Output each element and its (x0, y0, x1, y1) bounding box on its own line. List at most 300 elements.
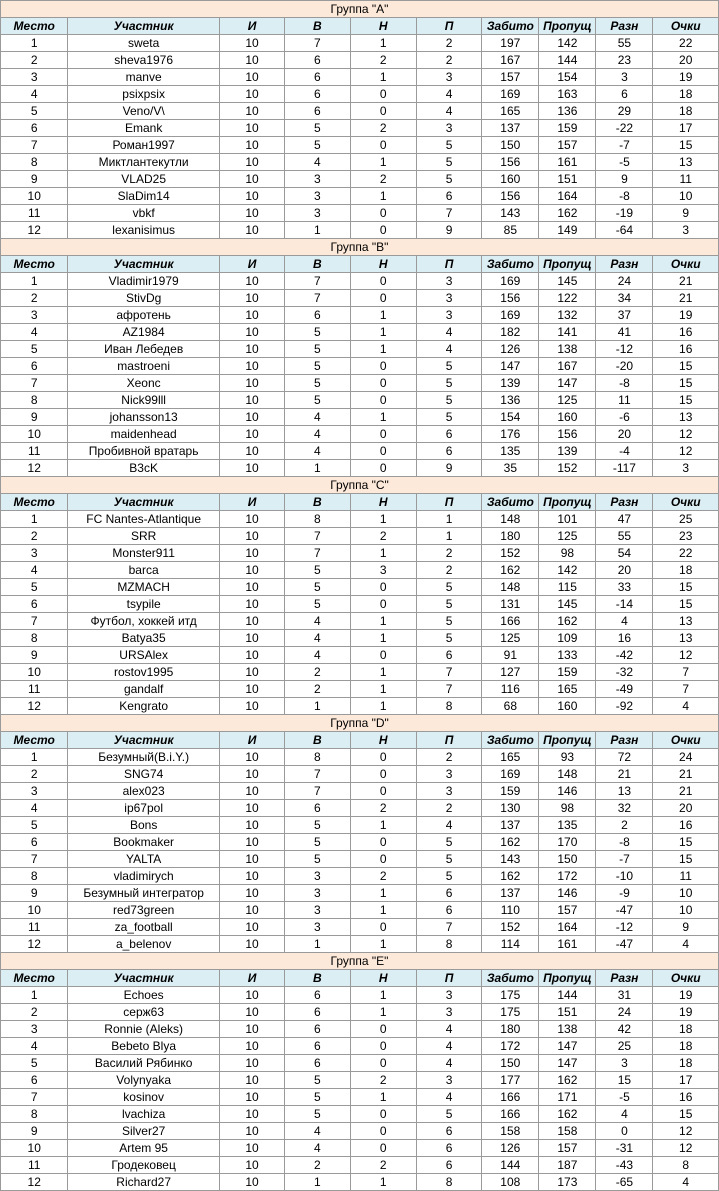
table-row (1, 1038, 719, 1055)
cell-scored: 108 (482, 1174, 539, 1191)
cell-games: 10 (219, 817, 284, 834)
cell-draws: 1 (350, 987, 416, 1004)
cell-wins: 2 (285, 681, 350, 698)
table-row (1, 698, 719, 715)
column-header-points: Очки (653, 256, 719, 273)
cell-participant: sweta (68, 35, 219, 52)
cell-diff: 4 (596, 1106, 653, 1123)
cell-points: 18 (653, 1038, 719, 1055)
cell-wins: 3 (285, 188, 350, 205)
column-header-draws: Н (350, 256, 416, 273)
cell-place: 11 (1, 1157, 68, 1174)
cell-losses: 5 (416, 868, 481, 885)
cell-diff: 55 (596, 35, 653, 52)
cell-games: 10 (219, 630, 284, 647)
cell-points: 25 (653, 511, 719, 528)
cell-conceded: 167 (539, 358, 596, 375)
cell-scored: 182 (482, 324, 539, 341)
cell-place: 3 (1, 1021, 68, 1038)
cell-points: 17 (653, 1072, 719, 1089)
column-header-draws: Н (350, 970, 416, 987)
cell-conceded: 132 (539, 307, 596, 324)
cell-participant: Vladimir1979 (68, 273, 219, 290)
cell-points: 22 (653, 35, 719, 52)
cell-diff: -5 (596, 154, 653, 171)
cell-diff: -49 (596, 681, 653, 698)
cell-draws: 0 (350, 596, 416, 613)
cell-participant: rostov1995 (68, 664, 219, 681)
cell-losses: 2 (416, 800, 481, 817)
cell-losses: 5 (416, 630, 481, 647)
cell-diff: 32 (596, 800, 653, 817)
header-row (1, 18, 719, 35)
cell-draws: 3 (350, 562, 416, 579)
cell-place: 4 (1, 86, 68, 103)
cell-draws: 2 (350, 52, 416, 69)
cell-wins: 2 (285, 1157, 350, 1174)
cell-scored: 116 (482, 681, 539, 698)
cell-place: 7 (1, 613, 68, 630)
cell-scored: 85 (482, 222, 539, 239)
cell-games: 10 (219, 1140, 284, 1157)
cell-participant: Ronnie (Aleks) (68, 1021, 219, 1038)
cell-losses: 7 (416, 681, 481, 698)
cell-losses: 6 (416, 188, 481, 205)
cell-participant: AZ1984 (68, 324, 219, 341)
cell-wins: 7 (285, 545, 350, 562)
cell-wins: 4 (285, 409, 350, 426)
cell-participant: Миктлантекутли (68, 154, 219, 171)
cell-losses: 6 (416, 443, 481, 460)
cell-draws: 2 (350, 120, 416, 137)
cell-games: 10 (219, 120, 284, 137)
cell-losses: 1 (416, 528, 481, 545)
cell-games: 10 (219, 154, 284, 171)
cell-conceded: 150 (539, 851, 596, 868)
cell-scored: 147 (482, 358, 539, 375)
cell-losses: 8 (416, 698, 481, 715)
table-row (1, 1004, 719, 1021)
cell-conceded: 109 (539, 630, 596, 647)
cell-points: 18 (653, 1055, 719, 1072)
cell-participant: Bons (68, 817, 219, 834)
cell-losses: 3 (416, 273, 481, 290)
cell-place: 5 (1, 103, 68, 120)
cell-wins: 6 (285, 1055, 350, 1072)
cell-place: 1 (1, 35, 68, 52)
column-header-losses: П (416, 970, 481, 987)
cell-draws: 0 (350, 426, 416, 443)
cell-conceded: 151 (539, 171, 596, 188)
cell-losses: 5 (416, 1106, 481, 1123)
cell-losses: 3 (416, 290, 481, 307)
cell-scored: 197 (482, 35, 539, 52)
table-row (1, 987, 719, 1004)
cell-games: 10 (219, 443, 284, 460)
cell-wins: 5 (285, 358, 350, 375)
cell-participant: Nick99lll (68, 392, 219, 409)
cell-points: 10 (653, 188, 719, 205)
table-row (1, 392, 719, 409)
cell-scored: 169 (482, 86, 539, 103)
cell-place: 11 (1, 443, 68, 460)
cell-diff: 15 (596, 1072, 653, 1089)
cell-participant: Silver27 (68, 1123, 219, 1140)
cell-wins: 1 (285, 1174, 350, 1191)
cell-games: 10 (219, 902, 284, 919)
cell-losses: 5 (416, 171, 481, 188)
cell-diff: -12 (596, 919, 653, 936)
cell-losses: 7 (416, 205, 481, 222)
table-row (1, 681, 719, 698)
cell-place: 8 (1, 630, 68, 647)
cell-points: 7 (653, 681, 719, 698)
cell-draws: 0 (350, 137, 416, 154)
column-header-wins: В (285, 18, 350, 35)
cell-conceded: 148 (539, 766, 596, 783)
cell-points: 12 (653, 443, 719, 460)
cell-draws: 0 (350, 1038, 416, 1055)
cell-scored: 156 (482, 290, 539, 307)
cell-wins: 5 (285, 1072, 350, 1089)
column-header-place: Место (1, 18, 68, 35)
table-row (1, 86, 719, 103)
cell-games: 10 (219, 307, 284, 324)
cell-conceded: 154 (539, 69, 596, 86)
cell-losses: 5 (416, 409, 481, 426)
table-row (1, 35, 719, 52)
cell-scored: 150 (482, 137, 539, 154)
table-row (1, 919, 719, 936)
cell-conceded: 141 (539, 324, 596, 341)
cell-draws: 0 (350, 647, 416, 664)
cell-place: 4 (1, 324, 68, 341)
cell-scored: 154 (482, 409, 539, 426)
cell-diff: 13 (596, 783, 653, 800)
cell-draws: 1 (350, 188, 416, 205)
table-row (1, 1055, 719, 1072)
cell-losses: 5 (416, 596, 481, 613)
column-header-points: Очки (653, 494, 719, 511)
cell-points: 4 (653, 936, 719, 953)
cell-wins: 6 (285, 86, 350, 103)
cell-scored: 157 (482, 69, 539, 86)
cell-scored: 169 (482, 273, 539, 290)
cell-games: 10 (219, 545, 284, 562)
cell-scored: 162 (482, 868, 539, 885)
cell-games: 10 (219, 579, 284, 596)
cell-games: 10 (219, 936, 284, 953)
cell-diff: -8 (596, 188, 653, 205)
cell-diff: -42 (596, 647, 653, 664)
cell-points: 15 (653, 375, 719, 392)
cell-diff: 54 (596, 545, 653, 562)
cell-wins: 1 (285, 222, 350, 239)
cell-conceded: 161 (539, 154, 596, 171)
cell-games: 10 (219, 749, 284, 766)
cell-participant: Футбол, хоккей итд (68, 613, 219, 630)
cell-scored: 126 (482, 341, 539, 358)
cell-points: 19 (653, 69, 719, 86)
cell-conceded: 173 (539, 1174, 596, 1191)
cell-points: 10 (653, 885, 719, 902)
table-row (1, 409, 719, 426)
table-row (1, 120, 719, 137)
cell-place: 6 (1, 1072, 68, 1089)
cell-points: 15 (653, 1106, 719, 1123)
column-header-conceded: Пропущ (539, 18, 596, 35)
cell-scored: 156 (482, 154, 539, 171)
cell-diff: 3 (596, 69, 653, 86)
column-header-losses: П (416, 732, 481, 749)
cell-participant: za_football (68, 919, 219, 936)
cell-conceded: 93 (539, 749, 596, 766)
cell-points: 20 (653, 800, 719, 817)
column-header-diff: Разн (596, 494, 653, 511)
cell-conceded: 162 (539, 1072, 596, 1089)
cell-diff: -47 (596, 936, 653, 953)
cell-scored: 167 (482, 52, 539, 69)
cell-games: 10 (219, 324, 284, 341)
cell-games: 10 (219, 681, 284, 698)
cell-draws: 0 (350, 919, 416, 936)
cell-conceded: 142 (539, 562, 596, 579)
cell-participant: tsypile (68, 596, 219, 613)
cell-losses: 3 (416, 987, 481, 1004)
cell-points: 22 (653, 545, 719, 562)
cell-points: 19 (653, 987, 719, 1004)
cell-points: 23 (653, 528, 719, 545)
cell-scored: 125 (482, 630, 539, 647)
cell-draws: 1 (350, 545, 416, 562)
cell-losses: 6 (416, 902, 481, 919)
cell-wins: 1 (285, 698, 350, 715)
cell-games: 10 (219, 103, 284, 120)
cell-draws: 0 (350, 460, 416, 477)
cell-draws: 1 (350, 154, 416, 171)
cell-place: 5 (1, 341, 68, 358)
cell-points: 4 (653, 1174, 719, 1191)
cell-draws: 1 (350, 1174, 416, 1191)
cell-participant: афротень (68, 307, 219, 324)
cell-scored: 165 (482, 749, 539, 766)
cell-conceded: 145 (539, 596, 596, 613)
cell-conceded: 146 (539, 783, 596, 800)
column-header-losses: П (416, 256, 481, 273)
cell-scored: 110 (482, 902, 539, 919)
cell-games: 10 (219, 273, 284, 290)
cell-diff: -117 (596, 460, 653, 477)
header-row (1, 970, 719, 987)
table-row (1, 460, 719, 477)
cell-place: 4 (1, 562, 68, 579)
table-row (1, 443, 719, 460)
cell-participant: YALTA (68, 851, 219, 868)
cell-participant: Bebeto Blya (68, 1038, 219, 1055)
cell-draws: 0 (350, 1140, 416, 1157)
cell-wins: 4 (285, 647, 350, 664)
cell-losses: 4 (416, 324, 481, 341)
cell-points: 15 (653, 596, 719, 613)
table-row (1, 1140, 719, 1157)
cell-games: 10 (219, 341, 284, 358)
cell-losses: 4 (416, 1055, 481, 1072)
cell-wins: 5 (285, 392, 350, 409)
cell-participant: Иван Лебедев (68, 341, 219, 358)
cell-points: 3 (653, 222, 719, 239)
cell-conceded: 125 (539, 392, 596, 409)
cell-wins: 6 (285, 1038, 350, 1055)
column-header-scored: Забито (482, 256, 539, 273)
cell-conceded: 147 (539, 1038, 596, 1055)
cell-wins: 4 (285, 154, 350, 171)
column-header-place: Место (1, 970, 68, 987)
column-header-wins: В (285, 732, 350, 749)
cell-scored: 176 (482, 426, 539, 443)
cell-draws: 0 (350, 86, 416, 103)
cell-participant: SRR (68, 528, 219, 545)
cell-participant: B3cK (68, 460, 219, 477)
cell-conceded: 135 (539, 817, 596, 834)
cell-scored: 143 (482, 205, 539, 222)
cell-draws: 0 (350, 834, 416, 851)
cell-wins: 5 (285, 324, 350, 341)
cell-place: 2 (1, 290, 68, 307)
cell-losses: 2 (416, 545, 481, 562)
table-row (1, 341, 719, 358)
cell-scored: 91 (482, 647, 539, 664)
cell-wins: 7 (285, 528, 350, 545)
cell-points: 18 (653, 86, 719, 103)
cell-wins: 5 (285, 817, 350, 834)
cell-losses: 5 (416, 358, 481, 375)
cell-losses: 2 (416, 749, 481, 766)
group-title: Группа "B" (1, 239, 719, 256)
column-header-scored: Забито (482, 970, 539, 987)
cell-games: 10 (219, 1021, 284, 1038)
column-header-place: Место (1, 256, 68, 273)
cell-points: 3 (653, 460, 719, 477)
cell-scored: 152 (482, 545, 539, 562)
cell-draws: 1 (350, 885, 416, 902)
table-row (1, 103, 719, 120)
cell-participant: psixpsix (68, 86, 219, 103)
cell-diff: 41 (596, 324, 653, 341)
cell-points: 11 (653, 171, 719, 188)
column-header-draws: Н (350, 18, 416, 35)
table-row (1, 596, 719, 613)
cell-conceded: 144 (539, 52, 596, 69)
cell-points: 21 (653, 273, 719, 290)
cell-wins: 3 (285, 171, 350, 188)
cell-points: 15 (653, 137, 719, 154)
cell-scored: 126 (482, 1140, 539, 1157)
column-header-place: Место (1, 494, 68, 511)
cell-points: 12 (653, 1123, 719, 1140)
cell-place: 12 (1, 460, 68, 477)
column-header-scored: Забито (482, 494, 539, 511)
cell-points: 15 (653, 834, 719, 851)
cell-wins: 5 (285, 341, 350, 358)
column-header-points: Очки (653, 18, 719, 35)
cell-diff: 3 (596, 1055, 653, 1072)
cell-place: 8 (1, 1106, 68, 1123)
cell-conceded: 170 (539, 834, 596, 851)
cell-games: 10 (219, 1004, 284, 1021)
cell-losses: 5 (416, 392, 481, 409)
cell-games: 10 (219, 69, 284, 86)
group-title-row (1, 239, 719, 256)
cell-place: 11 (1, 205, 68, 222)
cell-diff: 4 (596, 613, 653, 630)
cell-draws: 0 (350, 222, 416, 239)
cell-conceded: 162 (539, 613, 596, 630)
cell-games: 10 (219, 1123, 284, 1140)
cell-participant: Гродековец (68, 1157, 219, 1174)
cell-wins: 6 (285, 1004, 350, 1021)
cell-points: 19 (653, 1004, 719, 1021)
cell-points: 21 (653, 783, 719, 800)
cell-points: 9 (653, 919, 719, 936)
cell-scored: 114 (482, 936, 539, 953)
table-row (1, 137, 719, 154)
cell-wins: 7 (285, 290, 350, 307)
column-header-games: И (219, 256, 284, 273)
cell-conceded: 187 (539, 1157, 596, 1174)
cell-conceded: 159 (539, 120, 596, 137)
cell-conceded: 146 (539, 885, 596, 902)
cell-place: 3 (1, 307, 68, 324)
cell-conceded: 165 (539, 681, 596, 698)
cell-diff: -32 (596, 664, 653, 681)
cell-scored: 158 (482, 1123, 539, 1140)
cell-wins: 5 (285, 579, 350, 596)
cell-place: 12 (1, 698, 68, 715)
cell-place: 7 (1, 137, 68, 154)
cell-conceded: 172 (539, 868, 596, 885)
cell-points: 9 (653, 205, 719, 222)
cell-place: 1 (1, 511, 68, 528)
cell-wins: 5 (285, 851, 350, 868)
cell-games: 10 (219, 868, 284, 885)
cell-conceded: 162 (539, 1106, 596, 1123)
cell-losses: 2 (416, 35, 481, 52)
table-row (1, 749, 719, 766)
cell-scored: 130 (482, 800, 539, 817)
cell-participant: Batya35 (68, 630, 219, 647)
cell-games: 10 (219, 358, 284, 375)
cell-participant: Василий Рябинко (68, 1055, 219, 1072)
cell-place: 9 (1, 647, 68, 664)
cell-participant: johansson13 (68, 409, 219, 426)
cell-points: 18 (653, 103, 719, 120)
cell-losses: 5 (416, 851, 481, 868)
cell-scored: 135 (482, 443, 539, 460)
cell-diff: 33 (596, 579, 653, 596)
cell-diff: -5 (596, 1089, 653, 1106)
cell-draws: 1 (350, 681, 416, 698)
column-header-participant: Участник (68, 732, 219, 749)
cell-place: 6 (1, 120, 68, 137)
cell-scored: 127 (482, 664, 539, 681)
cell-games: 10 (219, 851, 284, 868)
cell-wins: 5 (285, 562, 350, 579)
cell-diff: 16 (596, 630, 653, 647)
cell-scored: 150 (482, 1055, 539, 1072)
cell-losses: 9 (416, 222, 481, 239)
cell-place: 6 (1, 834, 68, 851)
cell-place: 8 (1, 868, 68, 885)
